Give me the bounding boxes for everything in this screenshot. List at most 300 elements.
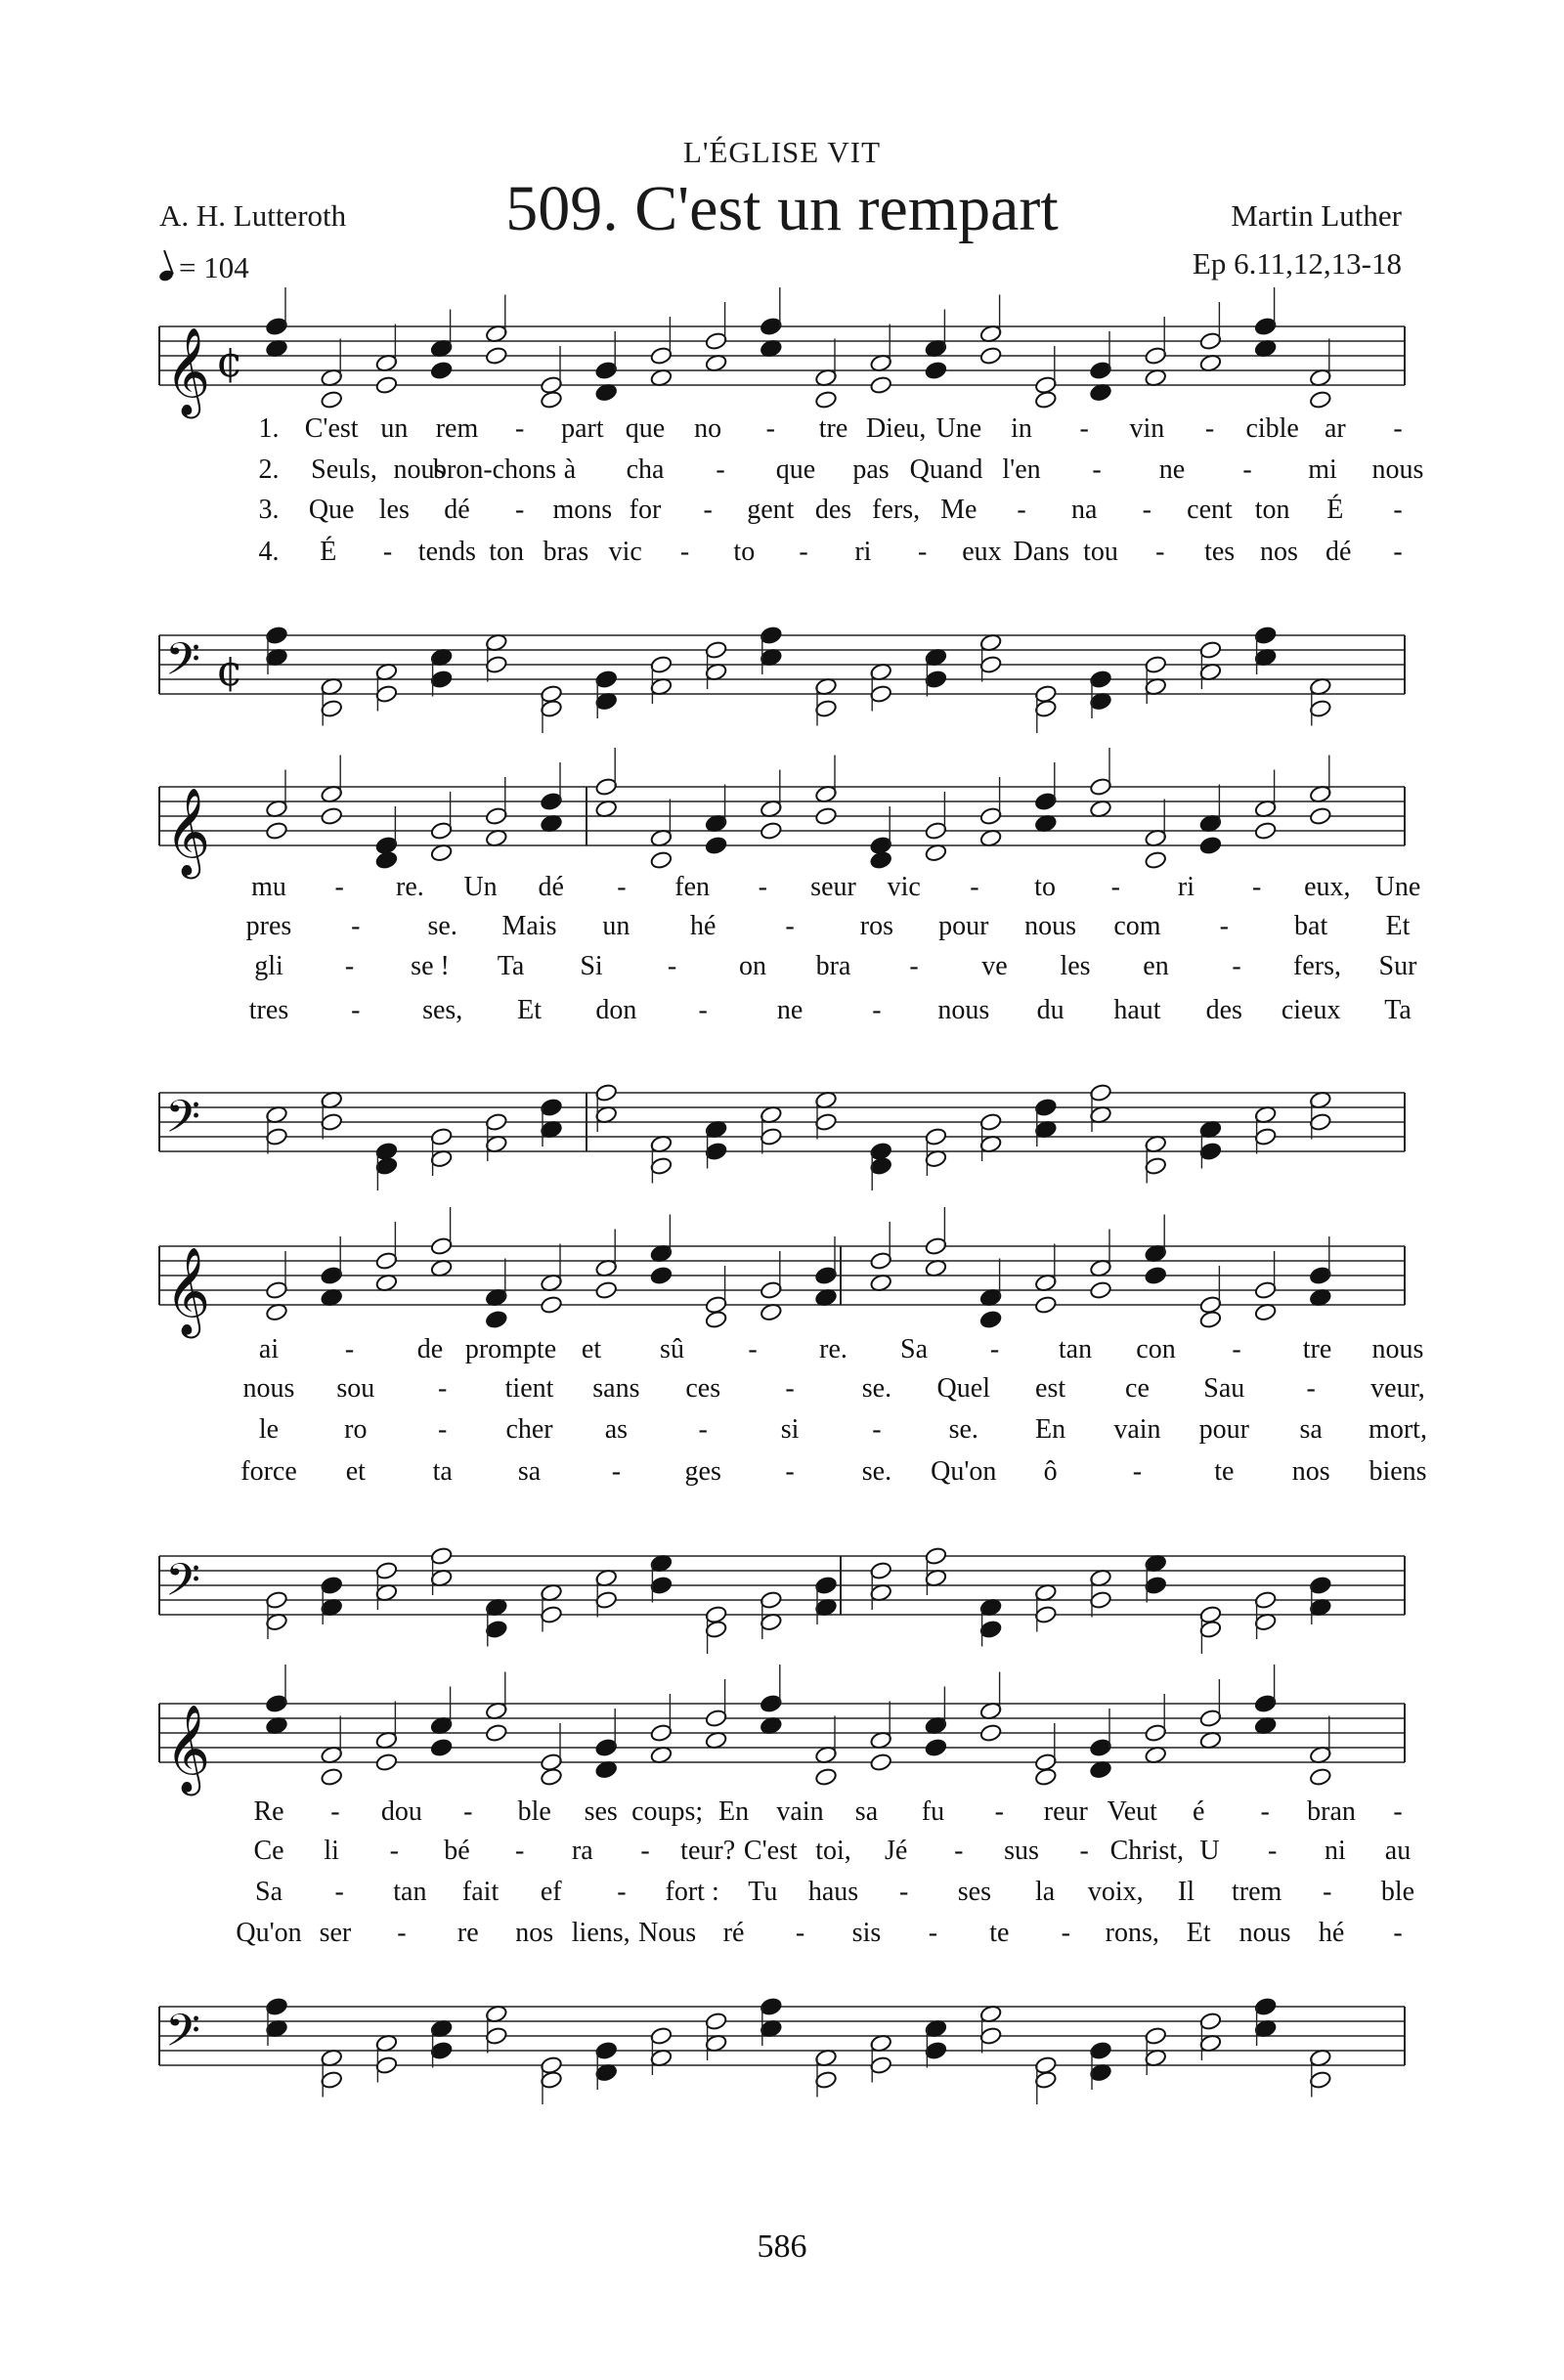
lyric-syllable: na: [1070, 495, 1098, 525]
note-head: [1034, 1098, 1058, 1117]
lyric-syllable: les: [1060, 951, 1091, 981]
lyric-syllable: Une: [935, 413, 982, 444]
note-head: [650, 2026, 673, 2046]
bass-clef-icon: 𝄢: [165, 2005, 201, 2068]
note-head: [265, 1280, 288, 1300]
lyric-syllable: dou: [380, 1796, 422, 1827]
note-head: [430, 361, 454, 380]
note-head: [265, 1590, 288, 1610]
lyric-syllable: ce: [1125, 1373, 1150, 1404]
lyric-syllable: Dans: [1013, 537, 1070, 567]
note-head: [430, 1127, 454, 1147]
lyric-syllable: ses,: [422, 995, 463, 1025]
lyric-syllable: des: [814, 495, 852, 525]
note-head: [760, 1694, 783, 1713]
note-head: [540, 1098, 563, 1117]
lyric-syllable: part: [561, 413, 604, 444]
note-head: [540, 1605, 563, 1624]
lyric-syllable: rons,: [1105, 1918, 1159, 1948]
bass-clef-icon: 𝄢: [165, 1091, 201, 1154]
note-head: [705, 331, 728, 351]
lyric-syllable: reur: [1043, 1796, 1088, 1827]
lyric-syllable: -: [330, 1796, 340, 1827]
lyric-syllable: -: [698, 1414, 708, 1445]
lyric-syllable: -: [1393, 1796, 1403, 1827]
cut-time-icon: ¢: [216, 337, 243, 387]
lyric-syllable: de: [416, 1334, 444, 1364]
lyric-syllable: sa: [854, 1796, 879, 1827]
note-head: [1089, 777, 1112, 797]
lyric-syllable: fu: [921, 1796, 945, 1827]
lyric-syllable: cible: [1245, 413, 1299, 444]
lyric-syllable: pas: [852, 454, 890, 485]
lyric-syllable: ef: [540, 1877, 562, 1907]
lyric-syllable: ges: [684, 1456, 721, 1487]
note-head: [760, 626, 783, 645]
note-head: [1199, 1620, 1223, 1639]
lyric-syllable: se.: [427, 911, 457, 941]
lyric-syllable: li: [324, 1836, 339, 1866]
note-head: [705, 1709, 728, 1728]
composer-credit: A. H. Lutteroth: [159, 198, 347, 233]
note-head: [760, 821, 783, 841]
scripture-reference: Ep 6.11,12,13-18: [1192, 246, 1402, 281]
note-head: [1254, 1280, 1278, 1300]
lyric-syllable: ros: [859, 911, 894, 941]
lyric-syllable: -: [438, 1414, 448, 1445]
note-head: [869, 2055, 892, 2075]
lyric-syllable: sou: [336, 1373, 375, 1404]
lyric-syllable: C'est: [304, 413, 359, 444]
lyric-syllable: si: [780, 1414, 800, 1445]
lyric-syllable: -: [1393, 1918, 1403, 1948]
lyric-syllable: Christ,: [1109, 1836, 1185, 1866]
lyric-syllable: ble: [517, 1796, 551, 1827]
lyric-syllable: au: [1384, 1836, 1412, 1866]
lyric-syllable: pres: [245, 911, 292, 941]
note-head: [814, 390, 838, 410]
note-head: [430, 1236, 454, 1256]
lyric-syllable: Me: [940, 495, 978, 525]
lyric-syllable: coups;: [631, 1796, 704, 1827]
note-head: [320, 1767, 343, 1787]
note-head: [925, 1546, 948, 1566]
lyric-syllable: -: [1079, 413, 1089, 444]
note-head: [1034, 699, 1058, 718]
lyric-syllable: eux: [962, 537, 1002, 567]
lyric-syllable: Et: [1385, 911, 1411, 941]
lyric-syllable: Qu'on: [236, 1918, 302, 1948]
lyric-syllable: des: [1205, 995, 1242, 1025]
lyric-syllable: -: [1393, 413, 1403, 444]
lyric-syllable: -: [1260, 1796, 1270, 1827]
lyric-syllable: Ta: [1384, 995, 1412, 1025]
note-head: [979, 1723, 1003, 1743]
lyric-syllable: ses: [957, 1877, 991, 1907]
note-head: [320, 1576, 343, 1595]
lyric-syllable: É: [1326, 495, 1344, 525]
lyric-syllable: -: [716, 454, 725, 485]
lyric-syllable: Dieu,: [865, 413, 927, 444]
lyric-syllable: nos: [1259, 537, 1298, 567]
lyric-syllable: tre: [1302, 1334, 1332, 1364]
note-head: [1144, 2026, 1167, 2046]
note-head: [1254, 1694, 1278, 1713]
lyric-syllable: vin: [1129, 413, 1165, 444]
lyric-syllable: à: [563, 454, 577, 485]
note-head: [375, 1156, 399, 1176]
lyric-syllable: -: [954, 1836, 964, 1866]
lyric-syllable: ri: [854, 537, 872, 567]
lyric-syllable: on: [739, 951, 766, 981]
note-head: [979, 806, 1003, 826]
lyric-syllable: -: [1142, 495, 1151, 525]
lyric-syllable: -: [344, 1334, 355, 1364]
lyric-syllable: nos: [515, 1918, 554, 1948]
note-head: [705, 640, 728, 660]
lyric-syllable: nous: [242, 1373, 295, 1404]
note-head: [1309, 2070, 1332, 2090]
lyric-syllable: -: [799, 537, 808, 567]
lyric-syllable: -: [785, 1456, 795, 1487]
lyric-syllable: nous: [937, 995, 990, 1025]
note-head: [925, 1738, 948, 1757]
hymn-title: 509. C'est un rempart: [505, 173, 1059, 244]
lyric-syllable: Re: [253, 1796, 284, 1827]
lyric-syllable: -: [667, 951, 677, 981]
note-head: [1309, 1266, 1332, 1285]
lyric-syllable: ai: [258, 1334, 280, 1364]
note-head: [430, 2041, 454, 2060]
lyric-syllable: -: [1061, 1918, 1070, 1948]
lyric-syllable: -: [1079, 1836, 1089, 1866]
lyric-syllable: -: [334, 1877, 344, 1907]
lyric-syllable: Ce: [253, 1836, 284, 1866]
note-head: [979, 655, 1003, 674]
lyric-syllable: vain: [776, 1796, 824, 1827]
note-head: [485, 655, 508, 674]
lyric-syllable: Il: [1177, 1877, 1195, 1907]
lyric-syllable: U: [1199, 1836, 1220, 1866]
note-head: [485, 346, 508, 366]
lyric-syllable: pour: [938, 911, 989, 941]
lyric-syllable: fait: [461, 1877, 500, 1907]
lyric-syllable: É: [320, 537, 337, 567]
lyric-syllable: le: [258, 1414, 280, 1445]
note-head: [1309, 699, 1332, 718]
note-head: [760, 1997, 783, 2016]
lyric-syllable: cha: [626, 454, 665, 485]
lyric-syllable: Tu: [748, 1877, 778, 1907]
lyric-syllable: ne: [1158, 454, 1186, 485]
lyric-syllable: tre: [818, 413, 848, 444]
note-head: [814, 2070, 838, 2090]
lyric-syllable: -: [679, 537, 690, 567]
lyric-syllable: as: [604, 1414, 629, 1445]
lyric-syllable: ra: [571, 1836, 593, 1866]
lyric-syllable: dé: [538, 872, 564, 902]
note-head: [814, 699, 838, 718]
note-head: [485, 1112, 508, 1132]
lyric-syllable: voix,: [1087, 1877, 1144, 1907]
lyric-syllable: Qu'on: [931, 1456, 997, 1487]
note-head: [650, 1266, 673, 1285]
note-head: [1034, 1605, 1058, 1624]
page-number: 586: [757, 2229, 807, 2265]
note-head: [430, 670, 454, 689]
lyric-syllable: vic: [608, 537, 642, 567]
lyric-syllable: se.: [948, 1414, 978, 1445]
lyric-syllable: gent: [747, 495, 795, 525]
note-head: [540, 390, 563, 410]
note-head: [375, 2055, 399, 2075]
lyric-syllable: -: [611, 1456, 622, 1487]
lyric-syllable: Que: [308, 495, 355, 525]
lyric-syllable: dé: [1325, 537, 1352, 567]
lyric-syllable: ses: [584, 1796, 618, 1827]
lyric-syllable: ta: [432, 1456, 453, 1487]
cut-time-icon: ¢: [216, 646, 243, 696]
lyric-syllable: Ta: [497, 951, 525, 981]
lyric-syllable: vic: [887, 872, 921, 902]
lyric-syllable: sû: [660, 1334, 684, 1364]
lyric-syllable: liens,: [571, 1918, 630, 1948]
lyric-syllable: -: [1251, 872, 1262, 902]
lyric-syllable: En: [718, 1796, 750, 1827]
note-head: [650, 655, 673, 674]
note-head: [540, 1295, 563, 1315]
lyric-syllable: ré: [722, 1918, 745, 1948]
lyric-syllable: Sa: [255, 1877, 282, 1907]
lyric-syllable: la: [1034, 1877, 1056, 1907]
lyric-syllable: 4.: [258, 537, 280, 567]
note-head: [760, 1590, 783, 1610]
lyric-syllable: Un: [463, 872, 498, 902]
lyric-syllable: -: [994, 1796, 1005, 1827]
note-head: [320, 1112, 343, 1132]
note-head: [594, 1280, 618, 1300]
lyric-syllable: ar: [1324, 413, 1346, 444]
note-head: [485, 806, 508, 826]
note-head: [265, 317, 288, 336]
lyric-syllable: cent: [1187, 495, 1233, 525]
lyric-syllable: haut: [1113, 995, 1161, 1025]
lyric-syllable: to: [733, 537, 756, 567]
lyric-syllable: ô: [1043, 1456, 1058, 1487]
lyric-syllable: Mais: [501, 911, 557, 941]
note-head: [375, 375, 399, 395]
lyric-syllable: -: [928, 1918, 938, 1948]
note-head: [979, 346, 1003, 366]
lyric-syllable: Une: [1374, 872, 1421, 902]
lyric-syllable: Veut: [1107, 1796, 1157, 1827]
note-head: [430, 1738, 454, 1757]
note-head: [869, 1251, 892, 1271]
note-head: [650, 1576, 673, 1595]
lyric-syllable: -: [514, 413, 525, 444]
lyric-syllable: mu: [251, 872, 286, 902]
note-head: [1144, 850, 1167, 870]
lyric-syllable: que: [625, 413, 666, 444]
note-head: [320, 699, 343, 718]
lyric-syllable: bran: [1307, 1796, 1356, 1827]
lyric-syllable: -: [899, 1877, 909, 1907]
note-head: [1089, 1590, 1112, 1610]
lyric-syllable: hé: [690, 911, 717, 941]
note-head: [814, 806, 838, 826]
lyric-syllable: -: [438, 1373, 448, 1404]
lyric-syllable: ton: [489, 537, 525, 567]
lyric-syllable: -: [872, 1414, 882, 1445]
lyric-syllable: prompte: [464, 1334, 557, 1364]
note-head: [869, 375, 892, 395]
lyric-syllable: force: [240, 1456, 297, 1487]
lyric-syllable: un: [602, 911, 630, 941]
treble-clef-icon: 𝄞: [165, 1705, 211, 1793]
lyric-syllable: in: [1011, 413, 1032, 444]
lyric-syllable: -: [334, 872, 344, 902]
lyric-syllable: dé: [444, 495, 470, 525]
note-head: [979, 1620, 1003, 1639]
lyric-syllable: -: [698, 995, 708, 1025]
note-head: [430, 1546, 454, 1566]
lyric-syllable: sans: [592, 1373, 640, 1404]
note-head: [1254, 821, 1278, 841]
lyric-syllable: -: [389, 1836, 399, 1866]
note-head: [869, 1156, 892, 1176]
lyric-syllable: rem: [435, 413, 479, 444]
note-head: [979, 2026, 1003, 2046]
lyric-syllable: sa: [517, 1456, 542, 1487]
lyric-syllable: tres: [248, 995, 289, 1025]
lyric-syllable: -: [1323, 1877, 1332, 1907]
lyric-syllable: -: [514, 495, 525, 525]
lyric-syllable: ri: [1177, 872, 1195, 902]
note-head: [869, 850, 892, 870]
lyric-syllable: -: [1232, 1334, 1241, 1364]
note-head: [375, 1251, 399, 1271]
note-head: [540, 699, 563, 718]
lyric-syllable: -: [1232, 951, 1241, 981]
lyric-syllable: -: [872, 995, 882, 1025]
note-head: [485, 1310, 508, 1329]
note-head: [705, 2012, 728, 2031]
note-head: [705, 1620, 728, 1639]
lyric-syllable: -: [1306, 1373, 1316, 1404]
lyric-syllable: tan: [1058, 1334, 1093, 1364]
lyric-syllable: est: [1035, 1373, 1066, 1404]
lyric-syllable: bé: [444, 1836, 470, 1866]
lyric-syllable: re: [456, 1918, 479, 1948]
note-head: [1089, 1280, 1112, 1300]
note-head: [540, 2070, 563, 2090]
note-head: [650, 1723, 673, 1743]
lyric-syllable: gli: [254, 951, 283, 981]
note-head: [705, 1310, 728, 1329]
tempo-value: = 104: [179, 250, 249, 284]
note-head: [594, 1590, 618, 1610]
lyric-syllable: re.: [395, 872, 424, 902]
note-head: [925, 1127, 948, 1147]
lyric-syllable: Nous: [638, 1918, 697, 1948]
note-head: [1309, 1112, 1332, 1132]
note-head: [925, 670, 948, 689]
bass-clef-icon: 𝄢: [165, 633, 201, 697]
treble-clef-icon: 𝄞: [165, 788, 211, 876]
note-head: [1089, 1738, 1112, 1757]
lyric-syllable: tends: [417, 537, 476, 567]
note-head: [1034, 1767, 1058, 1787]
note-head: [375, 684, 399, 704]
note-head: [265, 1127, 288, 1147]
lyric-syllable: -: [989, 1334, 1000, 1364]
lyric-syllable: -: [785, 911, 795, 941]
lyric-syllable: en: [1143, 951, 1169, 981]
note-head: [320, 390, 343, 410]
note-head: [594, 1083, 618, 1103]
note-head: [1254, 626, 1278, 645]
lyric-syllable: -: [918, 537, 928, 567]
lyric-syllable: -: [1132, 1456, 1143, 1487]
lyric-syllable: ve: [981, 951, 1008, 981]
lyric-syllable: -: [1393, 495, 1403, 525]
note-head: [814, 1266, 838, 1285]
note-head: [1144, 1576, 1167, 1595]
lyric-syllable: toi,: [815, 1836, 851, 1866]
lyric-syllable: -: [1393, 537, 1403, 567]
lyric-syllable: no: [694, 413, 722, 444]
lyricist-credit: Martin Luther: [1231, 198, 1402, 233]
note-head: [1089, 1083, 1112, 1103]
lyric-syllable: En: [1035, 1414, 1066, 1445]
lyric-syllable: don: [595, 995, 637, 1025]
lyric-syllable: l'en: [1002, 454, 1041, 485]
note-head: [705, 836, 728, 855]
note-head: [320, 806, 343, 826]
note-head: [869, 1753, 892, 1772]
lyric-syllable: se.: [861, 1373, 892, 1404]
lyric-syllable: du: [1036, 995, 1064, 1025]
lyric-syllable: C'est: [743, 1836, 798, 1866]
treble-clef-icon: 𝄞: [165, 327, 211, 415]
lyric-syllable: sis: [851, 1918, 882, 1948]
lyric-syllable: 2.: [258, 454, 280, 485]
lyric-syllable: -: [514, 1836, 525, 1866]
lyric-syllable: eux,: [1304, 872, 1351, 902]
lyric-syllable: -: [1204, 413, 1215, 444]
note-head: [594, 2041, 618, 2060]
note-head: [925, 1236, 948, 1256]
lyric-syllable: ces: [685, 1373, 721, 1404]
lyric-syllable: veur,: [1370, 1373, 1425, 1404]
lyric-syllable: fers,: [1293, 951, 1341, 981]
lyric-syllable: -: [344, 951, 355, 981]
lyric-syllable: que: [775, 454, 816, 485]
lyric-syllable: 1.: [258, 413, 280, 444]
lyric-syllable: et: [345, 1456, 366, 1487]
note-head: [1309, 1767, 1332, 1787]
lyric-syllable: fers,: [872, 495, 921, 525]
lyric-syllable: nous: [1371, 1334, 1424, 1364]
lyric-syllable: re.: [819, 1334, 847, 1364]
lyric-syllable: Si: [580, 951, 603, 981]
note-head: [594, 670, 618, 689]
section-title: L'ÉGLISE VIT: [682, 135, 882, 169]
lyric-syllable: bra: [815, 951, 851, 981]
lyric-syllable: hé: [1318, 1918, 1345, 1948]
note-head: [1254, 1127, 1278, 1147]
note-head: [760, 1280, 783, 1300]
